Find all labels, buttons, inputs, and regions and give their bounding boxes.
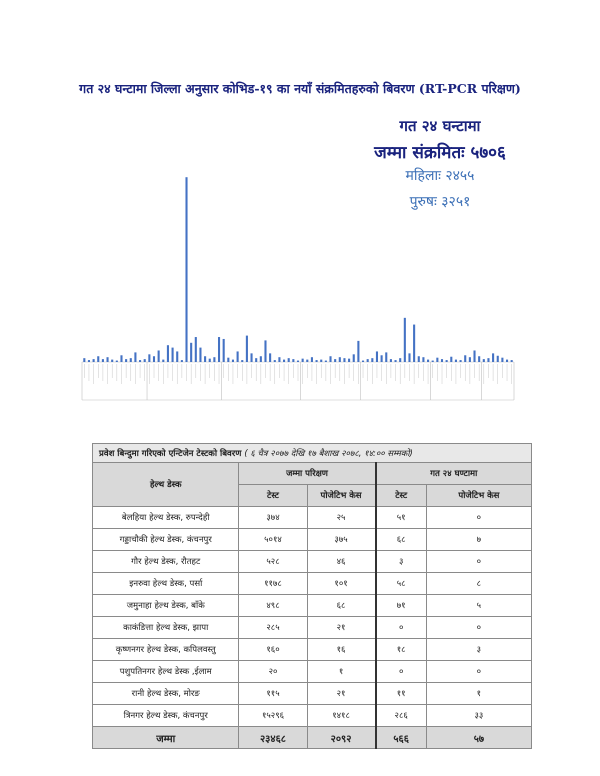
chart-bar [274,360,276,362]
chart-bar [316,360,318,362]
chart-bar [246,336,248,362]
table-row [93,595,532,617]
chart-bar [413,325,415,362]
header-positive-24h: पोजेटिभ केस [426,485,531,507]
header-test: टेस्ट [239,485,307,507]
chart-bar [385,352,387,362]
chart-bar [320,360,322,362]
total-positive: १ [307,661,376,683]
desk-name: कृष्णनगर हेल्थ डेस्क, कपिलवस्तु [93,639,239,661]
total-label: जम्मा [93,727,239,749]
summary-heading: गत २४ घन्टामा [399,117,481,135]
total-positive: २५ [307,507,376,529]
total-positive: १६ [307,639,376,661]
chart-bar [269,353,271,362]
chart-bar [278,357,280,362]
chart-bar [93,359,95,362]
header-positive: पोजेटिभ केस [307,485,376,507]
chart-bar [446,360,448,362]
chart-bar [237,351,239,362]
tests-24h: ० [376,617,427,639]
table-total-row [93,727,532,749]
chart-bar [473,350,475,362]
chart-bar [148,354,150,362]
page-title: गत २४ घन्टामा जिल्ला अनुसार कोभिड-१९ का नयाँ संक्रमितहरुको बिवरण (RT-PCR परिक्षण) [79,81,521,96]
chart-bar [283,360,285,362]
desk-name: गड्डाचौकी हेल्थ डेस्क, कंचनपुर [93,529,239,551]
chart-bar [176,351,178,362]
chart-bar [292,359,294,362]
total-tests: ४९८ [239,595,307,617]
chart-bar [190,343,192,362]
positive-24h: १ [426,683,531,705]
positive-24h: ० [426,551,531,573]
chart-bar [195,337,197,362]
chart-bar [390,359,392,362]
chart-bar [88,360,90,362]
total-positive: १४१८ [307,705,376,727]
chart-bar [450,357,452,362]
chart-bar [511,360,513,362]
tests-24h: ११ [376,683,427,705]
chart-bar [460,360,462,362]
table-caption-title: प्रवेश बिन्दुमा गरिएको एन्टिजेन टेस्टको बिवरण [99,448,242,459]
desk-name: रानी हेल्थ डेस्क, मोरङ [93,683,239,705]
antigen-test-table-container [92,443,532,749]
chart-bar [399,358,401,362]
chart-bar [395,360,397,362]
chart-bar [432,361,434,362]
tests-24h: १८ [376,639,427,661]
header-desk: हेल्थ डेस्क [93,463,239,507]
total-positive: ३७५ [307,529,376,551]
chart-bar [297,361,299,362]
chart-bar [469,357,471,362]
desk-name: बेलहिया हेल्थ डेस्क, रुपन्देही [93,507,239,529]
tests-24h: ७१ [376,595,427,617]
total-tests: ५०१४ [239,529,307,551]
positive-24h: ० [426,661,531,683]
table-row [93,507,532,529]
chart-bar [325,361,327,362]
table-row [93,573,532,595]
chart-bar [367,359,369,362]
total-tests-24h: ५६६ [376,727,427,749]
chart-bar [506,360,508,362]
table-row [93,639,532,661]
chart-bar [213,357,215,362]
chart-bar [172,348,174,362]
chart-bar [408,353,410,362]
chart-bar [241,360,243,362]
positive-24h: ८ [426,573,531,595]
chart-bar [436,358,438,362]
total-positive: २१ [307,683,376,705]
chart-bar [334,359,336,362]
positive-24h: ० [426,507,531,529]
chart-bar [487,358,489,362]
chart-bar [371,358,373,362]
total-positive: २१ [307,617,376,639]
chart-bar [204,356,206,362]
table-row [93,683,532,705]
positive-24h: ५ [426,595,531,617]
chart-bar [306,360,308,362]
chart-bar [97,356,99,362]
chart-bar [199,348,201,362]
chart-bar [260,356,262,362]
chart-bar [501,358,503,362]
table-row [93,551,532,573]
positive-24h: ७ [426,529,531,551]
chart-bar [288,358,290,362]
chart-bar [111,360,113,362]
total-tests: ३७४ [239,507,307,529]
total-tests: २३४६८ [239,727,307,749]
total-tests: १६० [239,639,307,661]
chart-bar [264,340,266,362]
total-positive: ४६ [307,551,376,573]
total-tests: १५२९६ [239,705,307,727]
total-positive: ६८ [307,595,376,617]
chart-bar [353,354,355,362]
chart-bar [329,356,331,362]
desk-name: त्रिनगर हेल्थ डेस्क, कंचनपुर [93,705,239,727]
chart-bar [167,345,169,362]
desk-name: इनरुवा हेल्थ डेस्क, पर्सा [93,573,239,595]
positive-24h: ३ [426,639,531,661]
chart-bar [376,351,378,362]
positive-24h: ० [426,617,531,639]
table-caption-period: ( ६ चैत्र २०७७ देखि १७ बैशाख २०७८, १४:०० सम्मको) [244,448,413,459]
chart-bar [107,357,109,362]
total-positive: १०१ [307,573,376,595]
table-row [93,705,532,727]
tests-24h: ६८ [376,529,427,551]
chart-bar [492,353,494,362]
chart-bar [422,357,424,362]
tests-24h: २८६ [376,705,427,727]
chart-bar [302,359,304,362]
header-total-tests: जम्मा परिक्षण [239,463,376,485]
chart-bar [125,359,127,362]
chart-bar [83,358,85,362]
chart-bar [139,360,141,362]
chart-bar [255,358,257,362]
total-positive-24h: ५७ [426,727,531,749]
chart-bar [144,359,146,362]
chart-bar [478,356,480,362]
district-bar-chart [78,140,518,402]
desk-name: पशुपतिनगर हेल्थ डेस्क ,ईलाम [93,661,239,683]
positive-24h: ३३ [426,705,531,727]
tests-24h: ० [376,661,427,683]
table-caption [93,444,532,463]
chart-bar [362,361,364,362]
chart-bar [227,358,229,362]
tests-24h: ५८ [376,573,427,595]
total-tests: २० [239,661,307,683]
summary-male: पुरुषः ३२५१ [409,194,471,210]
chart-bar [311,357,313,362]
chart-bar [381,355,383,362]
chart-bar [223,339,225,362]
chart-bar [116,361,118,362]
chart-bar [158,350,160,362]
summary-total: जम्मा संक्रमितः ५७०६ [374,143,506,163]
total-tests: २८५ [239,617,307,639]
table-row [93,617,532,639]
chart-bar [357,341,359,362]
total-tests: ५२८ [239,551,307,573]
total-tests: ११७८ [239,573,307,595]
chart-bar [348,359,350,362]
summary-female: महिलाः २४५५ [405,168,475,184]
chart-bar [441,359,443,362]
antigen-test-table [92,443,532,749]
chart-bar [404,318,406,362]
chart-bar [427,360,429,362]
table-row [93,661,532,683]
total-positive: २०९२ [307,727,376,749]
chart-bar [153,356,155,362]
chart-bar [464,355,466,362]
chart-bar [162,360,164,362]
chart-bar [339,357,341,362]
header-last-24h: गत २४ घण्टामा [376,463,532,485]
chart-bar [120,355,122,362]
chart-bar [232,360,234,362]
tests-24h: ३ [376,551,427,573]
chart-bar [483,359,485,362]
chart-bar [418,356,420,362]
desk-name: जमुनाहा हेल्थ डेस्क, बाँके [93,595,239,617]
table-row [93,529,532,551]
chart-bar [181,360,183,362]
chart-bar [343,358,345,362]
desk-name: गौर हेल्थ डेस्क, रौतहट [93,551,239,573]
chart-bar [134,352,136,362]
chart-bar [130,358,132,362]
chart-bar [251,353,253,362]
chart-bar [185,177,187,362]
total-tests: ११५ [239,683,307,705]
chart-bar [209,359,211,362]
chart-bar [102,359,104,362]
tests-24h: ५१ [376,507,427,529]
chart-bar [455,360,457,362]
chart-bar [218,337,220,362]
desk-name: काकंडित्ता हेल्थ डेस्क, झापा [93,617,239,639]
header-test-24h: टेस्ट [376,485,427,507]
chart-bar [497,356,499,362]
